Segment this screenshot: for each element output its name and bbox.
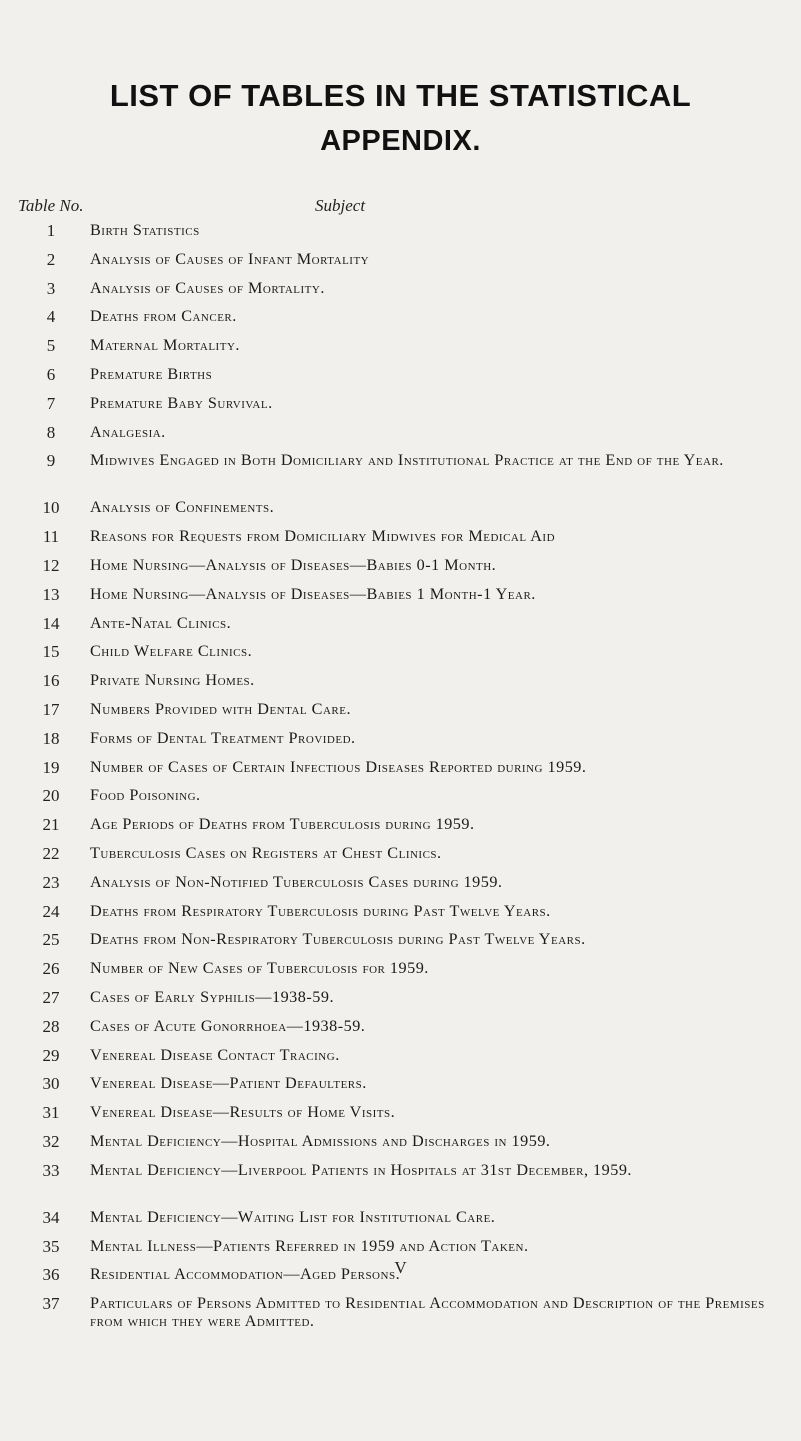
table-entry — [0, 930, 801, 959]
table-subject: Midwives Engaged in Both Domiciliary and Institutional Practice at the End of the Year. — [90, 451, 724, 470]
table-entry — [0, 556, 801, 585]
table-entry — [0, 873, 801, 902]
table-number: 21 — [42, 815, 60, 835]
table-subject: Home Nursing—Analysis of Diseases—Babies 1 Month-1 Year. — [90, 584, 536, 603]
table-entry — [0, 959, 801, 988]
table-subject: Venereal Disease Contact Tracing. — [90, 1045, 340, 1064]
table-subject: Particulars of Persons Admitted to Residential Accommodation and Description of the Premises from which they were Admitted. — [90, 1294, 765, 1331]
page-title-line-1: LIST OF TABLES IN THE STATISTICAL — [109, 78, 692, 113]
table-number: 10 — [42, 498, 60, 518]
table-number: 1 — [46, 221, 56, 240]
column-header-table-no: Table No. — [18, 196, 84, 215]
table-number: 11 — [42, 527, 60, 547]
table-subject: Venereal Disease—Patient Defaulters. — [90, 1074, 367, 1093]
table-subject: Birth Statistics — [90, 221, 200, 239]
table-number: 13 — [42, 584, 60, 604]
table-entry — [0, 307, 801, 336]
table-number: 23 — [42, 872, 60, 892]
table-subject: Analysis of Causes of Mortality. — [90, 278, 325, 297]
table-number: 14 — [42, 613, 60, 633]
table-entry — [0, 1074, 801, 1103]
table-number: 16 — [42, 671, 60, 691]
table-subject: Food Poisoning. — [90, 786, 201, 805]
page-number: V — [394, 1258, 407, 1277]
table-number: 26 — [42, 959, 60, 979]
table-subject: Venereal Disease—Results of Home Visits. — [90, 1103, 396, 1122]
table-entry — [0, 336, 801, 365]
table-number: 32 — [42, 1131, 60, 1151]
table-number: 27 — [42, 987, 60, 1007]
table-entry — [0, 451, 801, 498]
table-number: 18 — [42, 728, 60, 748]
table-number: 22 — [42, 843, 60, 863]
table-entry — [0, 1208, 801, 1237]
table-entry — [0, 786, 801, 815]
table-number: 17 — [42, 699, 60, 719]
table-entry — [0, 758, 801, 787]
table-number: 35 — [42, 1236, 60, 1256]
table-number: 8 — [46, 422, 56, 442]
table-number: 29 — [42, 1045, 60, 1065]
table-subject: Number of Cases of Certain Infectious Diseases Reported during 1959. — [90, 757, 587, 776]
table-number: 28 — [42, 1016, 60, 1036]
table-subject: Private Nursing Homes. — [90, 671, 255, 690]
table-subject: Home Nursing—Analysis of Diseases—Babies 0-1 Month. — [90, 555, 497, 574]
table-entry — [0, 844, 801, 873]
table-subject: Reasons for Requests from Domiciliary Midwives for Medical Aid — [90, 527, 556, 546]
table-subject: Mental Deficiency—Waiting List for Institutional Care. — [90, 1207, 496, 1226]
table-subject: Deaths from Respiratory Tuberculosis during Past Twelve Years. — [90, 901, 551, 920]
table-number: 20 — [42, 786, 60, 806]
table-number: 37 — [42, 1294, 60, 1314]
table-entry — [0, 527, 801, 556]
table-number: 36 — [42, 1265, 60, 1285]
table-number: 12 — [42, 555, 60, 575]
table-entry — [0, 221, 801, 250]
table-entry — [0, 365, 801, 394]
column-header-subject: Subject — [315, 196, 366, 215]
page-title-line-2: APPENDIX. — [320, 125, 481, 157]
table-number: 5 — [46, 336, 56, 356]
table-entry — [0, 642, 801, 671]
table-number: 34 — [42, 1207, 60, 1227]
table-entry — [0, 1294, 801, 1341]
table-entry — [0, 1103, 801, 1132]
table-subject: Residential Accommodation—Aged Persons. — [90, 1265, 401, 1284]
table-subject: Tuberculosis Cases on Registers at Chest Clinics. — [90, 843, 442, 862]
table-entry — [0, 1161, 801, 1208]
table-subject: Maternal Mortality. — [90, 336, 240, 355]
table-subject: Analgesia. — [90, 422, 166, 441]
table-subject: Mental Deficiency—Liverpool Patients in Hospitals at 31st December, 1959. — [90, 1160, 632, 1179]
table-subject: Ante-Natal Clinics. — [90, 613, 232, 632]
table-subject: Number of New Cases of Tuberculosis for 1959. — [90, 959, 429, 978]
table-entry — [0, 671, 801, 700]
table-subject: Deaths from Non-Respiratory Tuberculosis during Past Twelve Years. — [90, 930, 586, 949]
table-entry — [0, 1017, 801, 1046]
table-number: 7 — [46, 393, 56, 413]
table-number: 3 — [46, 278, 56, 298]
table-number: 15 — [42, 642, 60, 662]
table-entry — [0, 1046, 801, 1075]
table-entry — [0, 815, 801, 844]
table-subject: Analysis of Confinements. — [90, 498, 275, 517]
table-entry — [0, 1132, 801, 1161]
table-entry — [0, 729, 801, 758]
table-entry — [0, 700, 801, 729]
table-subject: Mental Illness—Patients Referred in 1959 and Action Taken. — [90, 1236, 529, 1255]
table-subject: Child Welfare Clinics. — [90, 642, 253, 661]
table-number: 4 — [46, 307, 56, 327]
table-entry — [0, 279, 801, 308]
table-subject: Forms of Dental Treatment Provided. — [90, 728, 356, 747]
table-subject: Cases of Acute Gonorrhoea—1938-59. — [90, 1016, 366, 1035]
tables-list — [0, 221, 801, 1341]
table-entry — [0, 614, 801, 643]
table-number: 25 — [42, 930, 60, 950]
table-number: 19 — [42, 757, 60, 777]
table-subject: Mental Deficiency—Hospital Admissions and Discharges in 1959. — [90, 1131, 551, 1150]
table-number: 30 — [42, 1074, 60, 1094]
table-subject: Deaths from Cancer. — [90, 307, 237, 326]
table-subject: Premature Baby Survival. — [90, 393, 273, 412]
table-number: 2 — [46, 249, 56, 269]
table-entry — [0, 988, 801, 1017]
table-entry — [0, 585, 801, 614]
table-subject: Analysis of Causes of Infant Mortality — [90, 249, 370, 268]
table-number: 24 — [42, 901, 60, 921]
table-number: 31 — [42, 1103, 60, 1123]
table-entry — [0, 394, 801, 423]
table-number: 33 — [42, 1160, 60, 1180]
table-number: 6 — [46, 364, 56, 384]
table-subject: Age Periods of Deaths from Tuberculosis during 1959. — [90, 815, 475, 834]
table-entry — [0, 423, 801, 452]
table-number: 9 — [46, 451, 56, 471]
table-entry — [0, 250, 801, 279]
table-entry — [0, 498, 801, 527]
table-entry — [0, 902, 801, 931]
table-subject: Premature Births — [90, 364, 213, 383]
table-subject: Cases of Early Syphilis—1938-59. — [90, 987, 334, 1006]
table-subject: Analysis of Non-Notified Tuberculosis Cases during 1959. — [90, 872, 503, 891]
table-subject: Numbers Provided with Dental Care. — [90, 699, 352, 718]
